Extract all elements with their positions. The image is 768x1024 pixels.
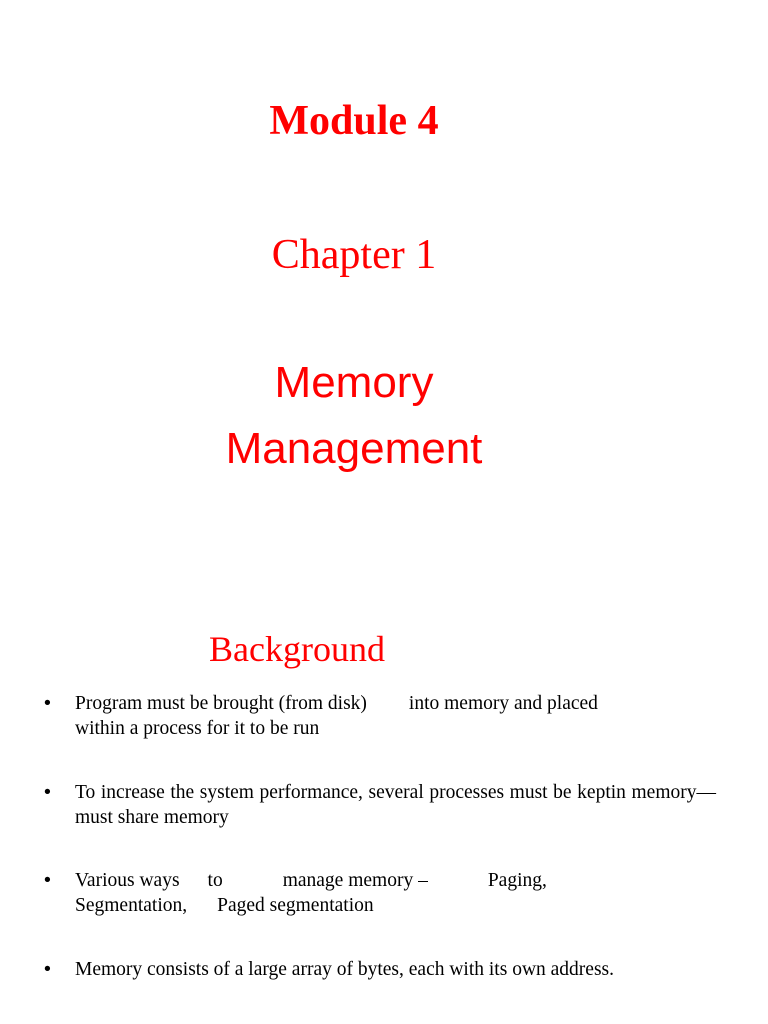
bullet-text — [75, 868, 716, 918]
bullet-text — [75, 691, 716, 741]
chapter-title: Chapter 1 — [271, 232, 437, 278]
bullet-marker: • — [44, 781, 51, 803]
bullet-text-part: within a process for it to be run — [75, 718, 320, 739]
module-title: Module 4 — [269, 98, 439, 144]
bullet-marker: • — [44, 692, 51, 714]
bullet-marker: • — [44, 958, 51, 980]
bullet-text-part: into memory and placed — [408, 693, 598, 714]
bullet-text-part: Paged segmentation — [217, 895, 374, 916]
list-item — [44, 780, 716, 830]
list-item — [44, 957, 716, 982]
list-item — [44, 691, 716, 741]
topic-title-line2: Management — [225, 424, 483, 473]
bullet-text-part: Various ways — [75, 870, 180, 891]
bullet-text: Memory consists of a large array of bytes, each with its own address. — [75, 959, 615, 980]
bullet-text-part: manage memory – — [282, 870, 428, 891]
section-heading: Background — [209, 629, 385, 669]
bullet-text: To increase the system performance, several processes must be keptin memory—must share memory — [75, 782, 716, 828]
bullet-marker: • — [44, 869, 51, 891]
topic-title-line1: Memory — [274, 358, 434, 407]
bullet-text-part: Program must be brought (from disk) — [75, 693, 367, 714]
bullet-text-part: Paging, — [487, 870, 547, 891]
bullet-text-part: to — [207, 870, 223, 891]
topic-title — [0, 350, 708, 482]
bullet-text-part: Segmentation, — [75, 895, 188, 916]
list-item — [44, 868, 716, 918]
